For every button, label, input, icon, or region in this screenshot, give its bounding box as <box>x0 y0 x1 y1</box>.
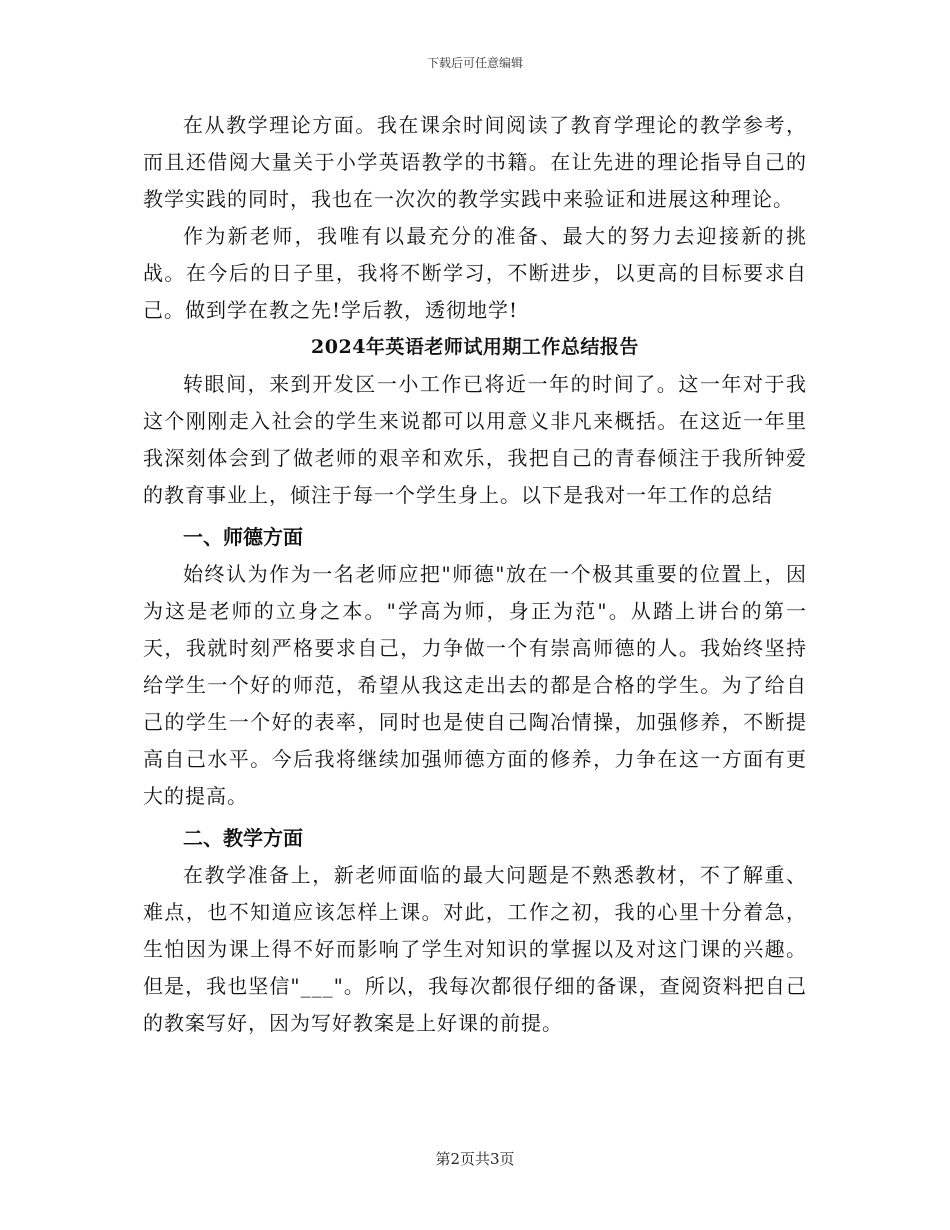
document-title: 2024年英语老师试用期工作总结报告 <box>311 336 639 358</box>
paragraph-theory: 在从教学理论方面。我在课余时间阅读了教育学理论的教学参考，而且还借阅大量关于小学英语教学的书籍。在让先进的理论指导自己的教学实践的同时，我也在一次次的教学实践中来验证和进展这种理论。 <box>143 113 807 211</box>
section-heading-ethics: 一、师德方面 <box>183 525 303 549</box>
document-body <box>143 107 807 1042</box>
page-header: 下载后可任意编辑 <box>426 56 523 70</box>
paragraph-intro: 转眼间，来到开发区一小工作已将近一年的时间了。这一年对于我这个刚刚走入社会的学生来说都可以用意义非凡来概括。在这近一年里我深刻体会到了做老师的艰辛和欢乐，我把自己的青春倾注于我所钟爱的教育事业上，倾注于每一个学生身上。以下是我对一年工作的总结 <box>143 372 807 507</box>
paragraph-teaching: 在教学准备上，新老师面临的最大问题是不熟悉教材，不了解重、难点，也不知道应该怎样上课。对此，工作之初，我的心里十分着急，生怕因为课上得不好而影响了学生对知识的掌握以及对这门课的兴趣。但是，我也坚信"___"。所以，我每次都很仔细的备课，查阅资料把自己的教案写好，因为写好教案是上好课的前提。 <box>143 863 807 1035</box>
section-heading-teaching: 二、教学方面 <box>183 826 303 850</box>
paragraph-ethics: 始终认为作为一名老师应把"师德"放在一个极其重要的位置上，因为这是老师的立身之本。"学高为师，身正为范"。从踏上讲台的第一天，我就时刻严格要求自己，力争做一个有崇高师德的人。我始终坚持给学生一个好的师范，希望从我这走出去的都是合格的学生。为了给自己的学生一个好的表率，同时也是使自己陶冶情操，加强修养，不断提高自己水平。今后我将继续加强师德方面的修养，力争在这一方面有更大的提高。 <box>143 562 807 808</box>
paragraph-new-teacher: 作为新老师，我唯有以最充分的准备、最大的努力去迎接新的挑战。在今后的日子里，我将不断学习，不断进步，以更高的目标要求自己。做到学在教之先!学后教，透彻地学! <box>143 224 807 322</box>
page-number: 第2页共3页 <box>435 1150 515 1168</box>
